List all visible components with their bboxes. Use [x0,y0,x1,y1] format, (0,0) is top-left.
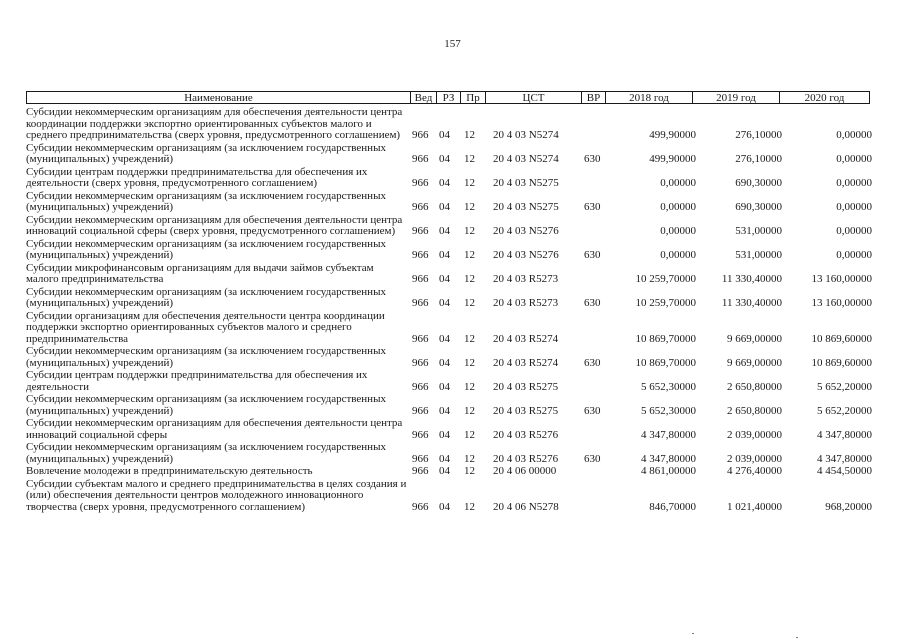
cell-2019: 1 021,40000 [727,500,782,513]
cell-2020: 10 869,60000 [811,332,872,345]
row-name: Субсидии субъектам малого и среднего предпринимательства в целях создания и (или) обеспечения деятельности центров молодежного инновационного творчества (сверх уровня, предусмотренного соглашением) [26,477,407,513]
cell-2020: 13 160,00000 [811,297,872,309]
cell-2018: 5 652,30000 [641,404,696,417]
cell-cst: 20 4 03 N5274 [493,129,559,141]
header-2020: 2020 год [779,91,870,104]
cell-2019: 690,30000 [735,177,782,189]
cell-cst: 20 4 03 R5274 [493,332,559,345]
cell-rz: 04 [439,201,450,213]
table-row [26,191,876,215]
cell-cst: 20 4 06 00000 [493,465,557,477]
cell-cst: 20 4 03 R5273 [493,273,559,285]
cell-2018: 4 347,80000 [641,452,696,465]
cell-vr: 630 [584,249,601,261]
cell-2019: 11 330,40000 [721,273,782,285]
cell-rz: 04 [439,129,450,141]
cell-cst: 20 4 03 R5276 [493,428,559,441]
table-row [26,107,876,143]
cell-pr: 12 [464,332,475,345]
cell-2018: 0,00000 [660,249,696,261]
cell-2018: 10 869,70000 [635,356,696,369]
cell-2018: 5 652,30000 [641,380,696,393]
cell-2019: 2 650,80000 [727,404,782,417]
cell-rz: 04 [439,249,450,261]
row-name: Субсидии некоммерческим организациям для обеспечения деятельности центра координации поддержки экспортно ориентированных субъектов малого и среднего предпринимательства (сверх уровня, предусмотренного соглашением) [26,106,403,141]
cell-rz: 04 [439,225,450,237]
cell-rz: 04 [439,428,450,441]
table-row [26,479,876,515]
cell-2018: 499,90000 [649,129,696,141]
cell-2018: 10 259,70000 [635,273,696,285]
table-row [26,215,876,239]
cell-ved: 966 [412,225,429,237]
cell-2020: 13 160,00000 [811,273,872,285]
cell-cst: 20 4 03 N5276 [493,249,559,261]
cell-2019: 9 669,00000 [727,332,782,345]
cell-rz: 04 [439,452,450,465]
cell-2019: 276,10000 [735,129,782,141]
cell-2019: 531,00000 [735,249,782,261]
row-name: Субсидии некоммерческим организациям для обеспечения деятельности центра инноваций социальной сферы (сверх уровня, предусмотренного соглашением) [26,213,403,237]
table-row [26,239,876,263]
cell-rz: 04 [439,273,450,285]
table-row [26,346,876,370]
table-body [26,107,876,514]
cell-rz: 04 [439,465,450,477]
cell-cst: 20 4 03 R5275 [493,380,559,393]
cell-vr: 630 [584,153,601,165]
row-name: Вовлечение молодежи в предпринимательскую деятельность [26,465,313,477]
cell-rz: 04 [439,153,450,165]
cell-rz: 04 [439,380,450,393]
scan-mark [692,633,694,634]
cell-2018: 4 861,00000 [641,465,696,477]
cell-2020: 0,00000 [836,201,872,213]
row-name: Субсидии некоммерческим организациям (за исключением государственных (муниципальных) учреждений) [26,441,386,465]
row-name: Субсидии некоммерческим организациям (за исключением государственных (муниципальных) учреждений) [26,237,386,261]
cell-2020: 968,20000 [825,500,872,513]
cell-ved: 966 [412,332,429,345]
page-number: 157 [444,38,461,50]
table-row [26,370,876,394]
cell-ved: 966 [412,177,429,189]
row-name: Субсидии некоммерческим организациям (за исключением государственных (муниципальных) учреждений) [26,141,386,165]
cell-rz: 04 [439,356,450,369]
scan-mark [796,637,798,638]
cell-2019: 2 650,80000 [727,380,782,393]
table-row [26,311,876,347]
cell-2018: 4 347,80000 [641,428,696,441]
table-row [26,442,876,466]
cell-vr: 630 [584,356,601,369]
table-row [26,418,876,442]
cell-vr: 630 [584,201,601,213]
cell-pr: 12 [464,129,475,141]
table-row [26,287,876,311]
cell-pr: 12 [464,428,475,441]
cell-cst: 20 4 03 N5275 [493,201,559,213]
cell-ved: 966 [412,201,429,213]
table-row [26,466,876,479]
cell-2020: 4 454,50000 [817,465,872,477]
cell-2018: 10 869,70000 [635,332,696,345]
cell-rz: 04 [439,500,450,513]
cell-pr: 12 [464,153,475,165]
cell-pr: 12 [464,177,475,189]
cell-2019: 11 330,40000 [721,297,782,309]
table-row [26,167,876,191]
cell-2019: 276,10000 [735,153,782,165]
cell-ved: 966 [412,129,429,141]
cell-pr: 12 [464,500,475,513]
cell-2018: 0,00000 [660,201,696,213]
cell-2020: 0,00000 [836,249,872,261]
row-name: Субсидии микрофинансовым организациям для выдачи займов субъектам малого предпринимательства [26,261,374,285]
cell-ved: 966 [412,380,429,393]
table-row [26,263,876,287]
cell-vr: 630 [584,404,601,417]
cell-2018: 10 259,70000 [635,297,696,309]
cell-ved: 966 [412,500,429,513]
cell-pr: 12 [464,225,475,237]
cell-pr: 12 [464,356,475,369]
cell-ved: 966 [412,249,429,261]
row-name: Субсидии некоммерческим организациям (за исключением государственных (муниципальных) учреждений) [26,345,386,369]
header-pr: Пр [460,91,485,104]
row-name: Субсидии организациям для обеспечения деятельности центра координации поддержки экспортно ориентированных субъектов малого и среднего предпринимательства [26,309,385,345]
cell-pr: 12 [464,201,475,213]
cell-cst: 20 4 03 R5275 [493,404,559,417]
row-name: Субсидии центрам поддержки предпринимательства для обеспечения их деятельности [26,369,368,393]
header-ved: Вед [410,91,436,104]
cell-cst: 20 4 03 R5274 [493,356,559,369]
cell-rz: 04 [439,297,450,309]
header-name: Наименование [26,91,410,104]
cell-cst: 20 4 03 R5273 [493,297,559,309]
cell-pr: 12 [464,404,475,417]
header-2019: 2019 год [692,91,779,104]
cell-2020: 10 869,60000 [811,356,872,369]
cell-2020: 5 652,20000 [817,404,872,417]
cell-pr: 12 [464,297,475,309]
cell-rz: 04 [439,332,450,345]
cell-ved: 966 [412,428,429,441]
cell-2020: 5 652,20000 [817,380,872,393]
table-row [26,143,876,167]
cell-2020: 4 347,80000 [817,452,872,465]
row-name: Субсидии некоммерческим организациям для обеспечения деятельности центра инноваций социальной сферы [26,417,403,441]
cell-2020: 4 347,80000 [817,428,872,441]
cell-ved: 966 [412,356,429,369]
cell-pr: 12 [464,465,475,477]
cell-ved: 966 [412,465,429,477]
cell-cst: 20 4 03 N5276 [493,225,559,237]
cell-2018: 0,00000 [660,225,696,237]
cell-pr: 12 [464,452,475,465]
cell-ved: 966 [412,452,429,465]
cell-2020: 0,00000 [836,177,872,189]
cell-cst: 20 4 03 N5274 [493,153,559,165]
cell-2019: 2 039,00000 [727,452,782,465]
cell-rz: 04 [439,177,450,189]
cell-cst: 20 4 03 N5275 [493,177,559,189]
cell-cst: 20 4 06 N5278 [493,500,559,513]
cell-2019: 4 276,40000 [727,465,782,477]
row-name: Субсидии центрам поддержки предпринимательства для обеспечения их деятельности (сверх уровня, предусмотренного соглашением) [26,165,368,189]
cell-pr: 12 [464,380,475,393]
cell-rz: 04 [439,404,450,417]
cell-ved: 966 [412,404,429,417]
table-row [26,394,876,418]
row-name: Субсидии некоммерческим организациям (за исключением государственных (муниципальных) учреждений) [26,285,386,309]
cell-2018: 499,90000 [649,153,696,165]
cell-vr: 630 [584,452,601,465]
cell-2019: 531,00000 [735,225,782,237]
cell-pr: 12 [464,249,475,261]
cell-ved: 966 [412,153,429,165]
cell-2020: 0,00000 [836,129,872,141]
header-rz: РЗ [436,91,460,104]
table-header [26,91,870,105]
cell-pr: 12 [464,273,475,285]
cell-2018: 0,00000 [660,177,696,189]
cell-ved: 966 [412,273,429,285]
row-name: Субсидии некоммерческим организациям (за исключением государственных (муниципальных) учреждений) [26,189,386,213]
cell-2018: 846,70000 [649,500,696,513]
cell-vr: 630 [584,297,601,309]
row-name: Субсидии некоммерческим организациям (за исключением государственных (муниципальных) учреждений) [26,393,386,417]
cell-2019: 9 669,00000 [727,356,782,369]
cell-2020: 0,00000 [836,153,872,165]
header-vr: ВР [581,91,605,104]
header-2018: 2018 год [605,91,692,104]
header-cst: ЦСТ [485,91,581,104]
cell-cst: 20 4 03 R5276 [493,452,559,465]
cell-2019: 2 039,00000 [727,428,782,441]
cell-ved: 966 [412,297,429,309]
cell-2020: 0,00000 [836,225,872,237]
cell-2019: 690,30000 [735,201,782,213]
